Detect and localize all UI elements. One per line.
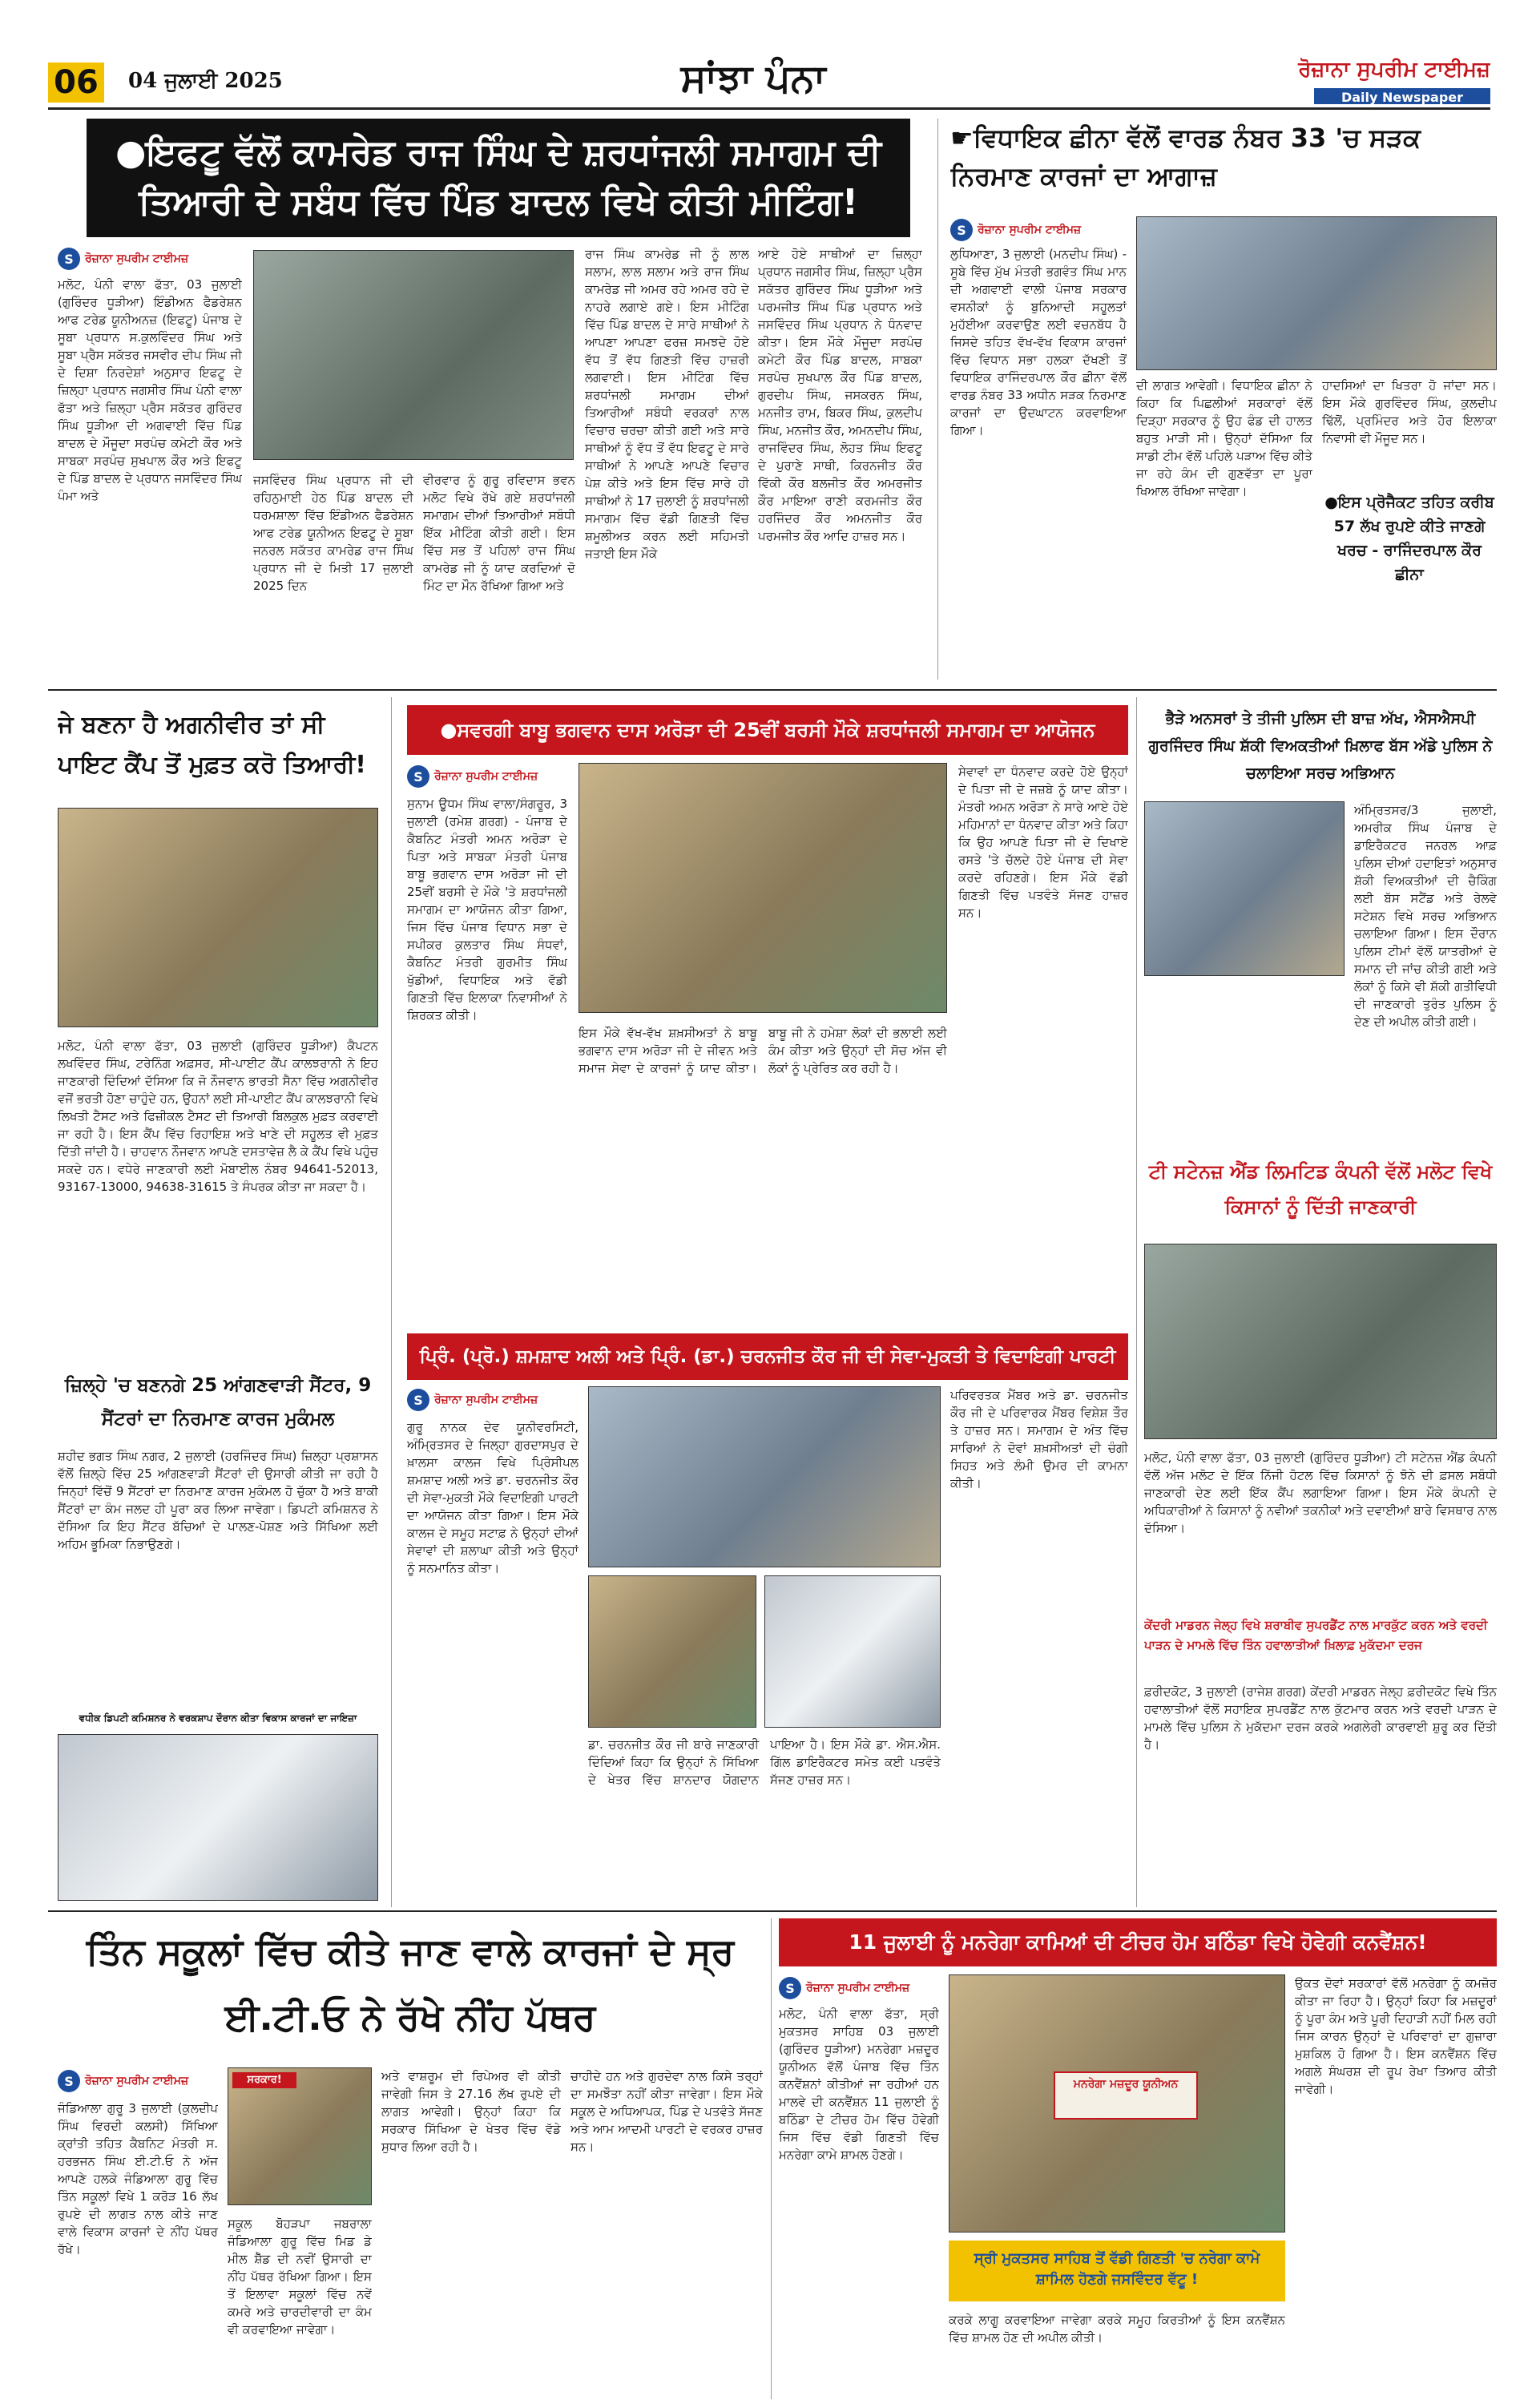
story10-col2: ਸਕੂਲ ਬੋਹੜਪਾ ਜਬਰਾਲਾ ਜੰਡਿਆਲਾ ਗੁਰੂ ਵਿੱਚ ਮਿਡ ਡੇ ਮੀਲ ਸ਼ੈੱਡ ਦੀ ਨਵੀਂ ਉਸਾਰੀ ਦਾ ਨੀਂਹ ਪੱਥਰ ਰੱਖਿਆ ਗਿਆ। ਇਸ ਤੋਂ ਇਲਾਵਾ ਸਕੂਲਾਂ ਵਿੱਚ ਨਵੇਂ ਕਮਰੇ ਅਤੇ ਚਾਰਦੀਵਾਰੀ ਦਾ ਕੰਮ ਵੀ ਕਰਵਾਇਆ ਜਾਵੇਗਾ। bbox=[228, 2216, 372, 2337]
story7-photo bbox=[1144, 1244, 1497, 1439]
story3-headline: ਜੇ ਬਣਨਾ ਹੈ ਅਗਨੀਵੀਰ ਤਾਂ ਸੀ ਪਾਇਟ ਕੈਂਪ ਤੋਂ ਮੁਫ਼ਤ ਕਰੋ ਤਿਆਰੀ! bbox=[58, 711, 366, 779]
story9-photo-group bbox=[588, 1386, 941, 1567]
story6-body: ਅੰਮ੍ਰਿਤਸਰ/3 ਜੁਲਾਈ, ਅਮਰੀਕ ਸਿੰਘ ਪੰਜਾਬ ਦੇ ਡਾਇਰੈਕਟਰ ਜਨਰਲ ਆਫ਼ ਪੁਲਿਸ ਦੀਆਂ ਹਦਾਇਤਾਂ ਅਨੁਸਾਰ ਸ਼ੱਕੀ ਵਿਅਕਤੀਆਂ ਦੀ ਚੈਕਿੰਗ ਲਈ ਬੱਸ ਸਟੈਂਡ ਅਤੇ ਰੇਲਵੇ ਸਟੇਸ਼ਨ ਵਿਖੇ ਸਰਚ ਅਭਿਆਨ ਚਲਾਇਆ ਗਿਆ। ਇਸ ਦੌਰਾਨ ਪੁਲਿਸ ਟੀਮਾਂ ਵੱਲੋਂ ਯਾਤਰੀਆਂ ਦੇ ਸਮਾਨ ਦੀ ਜਾਂਚ ਕੀਤੀ ਗਈ ਅਤੇ ਲੋਕਾਂ ਨੂੰ ਕਿਸੇ ਵੀ ਸ਼ੱਕੀ ਗਤੀਵਿਧੀ ਦੀ ਜਾਣਕਾਰੀ ਤੁਰੰਤ ਪੁਲਿਸ ਨੂੰ ਦੇਣ ਦੀ ਅਪੀਲ ਕੀਤੀ ਗਈ। bbox=[1354, 803, 1497, 1029]
story10-inset-label: ਸਰਕਾਰ! bbox=[232, 2072, 296, 2088]
story9-photo-left bbox=[588, 1575, 756, 1728]
story8-body: ਫ਼ਰੀਦਕੋਟ, 3 ਜੁਲਾਈ (ਰਾਜੇਸ਼ ਗਰਗ) ਕੇਂਦਰੀ ਮਾਡਰਨ ਜੇਲ੍ਹ ਫ਼ਰੀਦਕੋਟ ਵਿਖੇ ਤਿੰਨ ਹਵਾਲਾਤੀਆਂ ਵੱਲੋਂ ਸਹਾਇਕ ਸੁਪਰਡੈਂਟ ਨਾਲ ਕੁੱਟਮਾਰ ਕਰਨ ਅਤੇ ਵਰਦੀ ਪਾੜਨ ਦੇ ਮਾਮਲੇ ਵਿੱਚ ਪੁਲਿਸ ਨੇ ਮੁਕੱਦਮਾ ਦਰਜ ਕਰਕੇ ਅਗਲੇਰੀ ਕਾਰਵਾਈ ਸ਼ੁਰੂ ਕਰ ਦਿੱਤੀ ਹੈ। bbox=[1144, 1684, 1497, 1752]
story7-body: ਮਲੋਟ, ਪੰਨੀ ਵਾਲਾ ਫੱਤਾ, 03 ਜੁਲਾਈ (ਗੁਰਿੰਦਰ ਧੂੜੀਆ) ਟੀ ਸਟੇਨਜ਼ ਐਂਡ ਕੰਪਨੀ ਵੱਲੋਂ ਅੱਜ ਮਲੋਟ ਦੇ ਇੱਕ ਨਿੱਜੀ ਹੋਟਲ ਵਿੱਚ ਕਿਸਾਨਾਂ ਨੂੰ ਝੋਨੇ ਦੀ ਫ਼ਸਲ ਸਬੰਧੀ ਜਾਣਕਾਰੀ ਦੇਣ ਲਈ ਇੱਕ ਕੈਂਪ ਲਗਾਇਆ ਗਿਆ। ਇਸ ਮੌਕੇ ਕੰਪਨੀ ਦੇ ਅਧਿਕਾਰੀਆਂ ਨੇ ਕਿਸਾਨਾਂ ਨੂੰ ਨਵੀਆਂ ਤਕਨੀਕਾਂ ਅਤੇ ਦਵਾਈਆਂ ਬਾਰੇ ਵਿਸਥਾਰ ਨਾਲ ਦੱਸਿਆ। bbox=[1144, 1450, 1497, 1535]
story11-photo bbox=[949, 1974, 1285, 2233]
story6-headline: ਭੈੜੇ ਅਨਸਰਾਂ ਤੇ ਤੀਜੀ ਪੁਲਿਸ ਦੀ ਬਾਜ਼ ਅੱਖ, ਐਸਐਸਪੀ ਗੁਰਜਿੰਦਰ ਸਿੰਘ ਸ਼ੱਕੀ ਵਿਅਕਤੀਆਂ ਖ਼ਿਲਾਫ ਬੱਸ ਅੱਡੇ ਪੁਲਿਸ ਨੇ ਚਲਾਇਆ ਸਰਚ ਅਭਿਆਨ bbox=[1148, 710, 1493, 782]
section-title: ਸਾਂਝਾ ਪੰਨਾ bbox=[680, 56, 826, 101]
brand-logo-icon: S bbox=[950, 219, 973, 241]
story10-byline-logo bbox=[58, 2067, 218, 2095]
story9-col2: ਡਾ. ਚਰਨਜੀਤ ਕੌਰ ਜੀ ਬਾਰੇ ਜਾਣਕਾਰੀ ਦਿੰਦਿਆਂ ਕਿਹਾ ਕਿ ਉਨ੍ਹਾਂ ਨੇ ਸਿੱਖਿਆ ਦੇ ਖੇਤਰ ਵਿੱਚ ਸ਼ਾਨਦਾਰ ਯੋਗਦਾਨ ਪਾਇਆ ਹੈ। ਇਸ ਮੌਕੇ ਡਾ. ਐਸ.ਐਸ. ਗਿੱਲ ਡਾਇਰੈਕਟਰ ਸਮੇਤ ਕਈ ਪਤਵੰਤੇ ਸੱਜਣ ਹਾਜ਼ਰ ਸਨ। bbox=[588, 1737, 941, 1787]
story11-banner: ਮਨਰੇਗਾ ਮਜ਼ਦੂਰ ਯੂਨੀਅਨ bbox=[1054, 2071, 1198, 2120]
brand-logo-icon: S bbox=[58, 248, 80, 270]
story1-col2: ਵੀਰਵਾਰ ਨੂੰ ਗੁਰੂ ਰਵਿਦਾਸ ਭਵਨ ਮਲੋਟ ਵਿਖੇ ਰੱਖੇ ਗਏ ਸ਼ਰਧਾਂਜਲੀ ਸਮਾਗਮ ਦੀਆਂ ਤਿਆਰੀਆਂ ਸਬੰਧੀ ਇੱਕ ਮੀਟਿੰਗ ਕੀਤੀ ਗਈ। ਇਸ ਵਿੱਚ ਸਭ ਤੋਂ ਪਹਿਲਾਂ ਰਾਜ ਸਿੰਘ ਕਾਮਰੇਡ ਜੀ ਨੂੰ ਯਾਦ ਕਰਦਿਆਂ ਦੋ ਮਿੰਟ ਦਾ ਮੌਨ ਰੱਖਿਆ ਗਿਆ ਅਤੇ bbox=[423, 473, 575, 593]
story11-headline: 11 ਜੁਲਾਈ ਨੂੰ ਮਨਰੇਗਾ ਕਾਮਿਆਂ ਦੀ ਟੀਚਰ ਹੋਮ ਬਠਿੰਡਾ ਵਿਖੇ ਹੋਵੇਗੀ ਕਨਵੈਂਸ਼ਨ! bbox=[779, 1918, 1497, 1966]
story4-headline: ਜ਼ਿਲ੍ਹੇ 'ਚ ਬਣਨਗੇ 25 ਆਂਗਣਵਾੜੀ ਸੈਂਟਰ, 9 ਸੈਂਟਰਾਂ ਦਾ ਨਿਰਮਾਣ ਕਾਰਜ ਮੁਕੰਮਲ bbox=[64, 1375, 372, 1430]
story1-col1b: ਜਸਵਿੰਦਰ ਸਿੰਘ ਪ੍ਰਧਾਨ ਜੀ ਦੀ ਰਹਿਨੁਮਾਈ ਹੇਠ ਪਿੰਡ ਬਾਦਲ ਦੀ ਧਰਮਸ਼ਾਲਾ ਵਿੱਚ ਇੰਡੀਅਨ ਫੈਡਰੇਸ਼ਨ ਆਫ ਟਰੇਡ ਯੂਨੀਅਨ ਇਫਟੂ ਦੇ ਸੂਬਾ ਜਨਰਲ ਸਕੱਤਰ ਕਾਮਰੇਡ ਰਾਜ ਸਿੰਘ ਪ੍ਰਧਾਨ ਜੀ ਦੇ ਮਿਤੀ 17 ਜੁਲਾਈ 2025 ਦਿਨ bbox=[253, 473, 413, 593]
story1-headline: ●ਇਫਟੂ ਵੱਲੋਂ ਕਾਮਰੇਡ ਰਾਜ ਸਿੰਘ ਦੇ ਸ਼ਰਧਾਂਜਲੀ ਸਮਾਗਮ ਦੀ ਤਿਆਰੀ ਦੇ ਸਬੰਧ ਵਿੱਚ ਪਿੰਡ ਬਾਦਲ ਵਿਖੇ ਕੀਤੀ ਮੀਟਿੰਗ! bbox=[87, 119, 910, 237]
story5-headline: ●ਸਵਰਗੀ ਬਾਬੂ ਭਗਵਾਨ ਦਾਸ ਅਰੋੜਾ ਦੀ 25ਵੀਂ ਬਰਸੀ ਮੌਕੇ ਸ਼ਰਧਾਂਜਲੀ ਸਮਾਗਮ ਦਾ ਆਯੋਜਨ bbox=[407, 705, 1128, 755]
story1-col4: ਆਏ ਹੋਏ ਸਾਥੀਆਂ ਦਾ ਜ਼ਿਲ੍ਹਾ ਪ੍ਰਧਾਨ ਜਗਸੀਰ ਸਿੰਘ, ਜ਼ਿਲ੍ਹਾ ਪ੍ਰੈਸ ਸਕੱਤਰ ਗੁਰਿੰਦਰ ਸਿੰਘ ਧੂੜੀਆ ਅਤੇ ਪਰਮਜੀਤ ਸਿੰਘ ਪਿੰਡ ਪ੍ਰਧਾਨ ਅਤੇ ਜਸਵਿੰਦਰ ਸਿੰਘ ਪ੍ਰਧਾਨ ਨੇ ਧੰਨਵਾਦ ਕੀਤਾ। ਇਸ ਮੌਕੇ ਮੌਜੂਦਾ ਸਰਪੰਚ ਕਮੇਟੀ ਕੌਰ ਪਿੰਡ ਬਾਦਲ, ਸਾਬਕਾ ਸਰਪੰਚ ਸੁਖਪਾਲ ਕੌਰ ਪਿੰਡ ਬਾਦਲ, ਗੁਰਦੀਪ ਸਿੰਘ, ਜਸਕਰਨ ਸਿੰਘ, ਮਨਜੀਤ ਰਾਮ, ਬਿਕਰ ਸਿੰਘ, ਕੁਲਦੀਪ ਸਿੰਘ, ਮਨਜੀਤ ਕੌਰ, ਅਮਨਦੀਪ ਸਿੰਘ, ਰਾਜਵਿੰਦਰ ਸਿੰਘ, ਲੋਹਤ ਸਿੰਘ ਇਫਟੂ ਦੇ ਪੁਰਾਣੇ ਸਾਥੀ, ਕਿਰਨਜੀਤ ਕੌਰ ਵਿੱਕੀ ਕੌਰ ਬਲਜੀਤ ਕੌਰ ਅਮਰਜੀਤ ਕੌਰ ਮਾਇਆ ਰਾਣੀ ਕਰਮਜੀਤ ਕੌਰ ਹਰਜਿੰਦਰ ਕੌਰ ਅਮਨਜੀਤ ਕੌਰ ਪਰਮਜੀਤ ਕੌਰ ਆਦਿ ਹਾਜ਼ਰ ਸਨ। bbox=[758, 247, 922, 543]
story8-headline: ਕੇਂਦਰੀ ਮਾਡਰਨ ਜੇਲ੍ਹ ਵਿਖੇ ਸ਼ਰਾਬੀਵ ਸੁਪਰਡੈਂਟ ਨਾਲ ਮਾਰਕੁੱਟ ਕਰਨ ਅਤੇ ਵਰਦੀ ਪਾੜਨ ਦੇ ਮਾਮਲੇ ਵਿੱਚ ਤਿੰਨ ਹਵਾਲਾਤੀਆਂ ਖ਼ਿਲਾਫ਼ ਮੁਕੱਦਮਾ ਦਰਜ bbox=[1144, 1618, 1488, 1652]
story9-byline-logo bbox=[407, 1386, 567, 1414]
story1-byline-logo bbox=[58, 245, 242, 272]
byline-logo-text: ਰੋਜ਼ਾਨਾ ਸੁਪਰੀਮ ਟਾਈਮਜ਼ bbox=[978, 224, 1082, 236]
page-number: 06 bbox=[48, 63, 104, 103]
story10-col4: ਚਾਹੀਦੇ ਹਨ ਅਤੇ ਗੁਰਦੇਵਾ ਨਾਲ ਕਿਸੇ ਤਰ੍ਹਾਂ ਦਾ ਸਮਝੌਤਾ ਨਹੀਂ ਕੀਤਾ ਜਾਵੇਗਾ। ਇਸ ਮੌਕੇ ਸਕੂਲ ਦੇ ਅਧਿਆਪਕ, ਪਿੰਡ ਦੇ ਪਤਵੰਤੇ ਸੱਜਣ ਅਤੇ ਆਮ ਆਦਮੀ ਪਾਰਟੀ ਦੇ ਵਰਕਰ ਹਾਜ਼ਰ ਸਨ। bbox=[570, 2069, 763, 2154]
story2-highlight-box: ●ਇਸ ਪ੍ਰੋਜੈਕਟ ਤਹਿਤ ਕਰੀਬ 57 ਲੱਖ ਰੁਪਏ ਕੀਤੇ ਜਾਣਗੇ ਖਰਚ - ਰਾਜਿੰਦਰਪਾਲ ਕੌਰ ਛੀਨਾ bbox=[1324, 494, 1494, 583]
story5-photo bbox=[579, 763, 947, 1013]
story10-headline: ਤਿੰਨ ਸਕੂਲਾਂ ਵਿੱਚ ਕੀਤੇ ਜਾਣ ਵਾਲੇ ਕਾਰਜਾਂ ਦੇ ਸ੍ਰ ਈ.ਟੀ.ਓ ਨੇ ਰੱਖੇ ਨੀਂਹ ਪੱਥਰ bbox=[86, 1930, 735, 2039]
masthead-rule bbox=[48, 107, 1490, 110]
story2-col1: ਲੁਧਿਆਣਾ, 3 ਜੁਲਾਈ (ਮਨਦੀਪ ਸਿੰਘ) - ਸੂਬੇ ਵਿੱਚ ਮੁੱਖ ਮੰਤਰੀ ਭਗਵੰਤ ਸਿੰਘ ਮਾਨ ਦੀ ਅਗਵਾਈ ਵਾਲੀ ਪੰਜਾਬ ਸਰਕਾਰ ਵਸਨੀਕਾਂ ਨੂੰ ਬੁਨਿਆਦੀ ਸਹੂਲਤਾਂ ਮੁਹੱਈਆ ਕਰਵਾਉਣ ਲਈ ਵਚਨਬੱਧ ਹੈ ਜਿਸਦੇ ਤਹਿਤ ਵੱਖ-ਵੱਖ ਵਿਕਾਸ ਕਾਰਜਾਂ ਵਿੱਚ ਵਿਧਾਨ ਸਭਾ ਹਲਕਾ ਦੱਖਣੀ ਤੋਂ ਵਿਧਾਇਕ ਰਾਜਿੰਦਰਪਾਲ ਕੌਰ ਛੀਨਾ ਵੱਲੋਂ ਵਾਰਡ ਨੰਬਰ 33 ਅਧੀਨ ਸੜਕ ਨਿਰਮਾਣ ਕਾਰਜਾਂ ਦਾ ਉਦਘਾਟਨ ਕਰਵਾਇਆ ਗਿਆ। bbox=[950, 247, 1127, 438]
story9-col3: ਪਰਿਵਰਤਕ ਮੈਂਬਰ ਅਤੇ ਡਾ. ਚਰਨਜੀਤ ਕੌਰ ਜੀ ਦੇ ਪਰਿਵਾਰਕ ਮੈਂਬਰ ਵਿਸ਼ੇਸ਼ ਤੌਰ ਤੇ ਹਾਜ਼ਰ ਸਨ। ਸਮਾਗਮ ਦੇ ਅੰਤ ਵਿੱਚ ਸਾਰਿਆਂ ਨੇ ਦੋਵਾਂ ਸ਼ਖ਼ਸੀਅਤਾਂ ਦੀ ਚੰਗੀ ਸਿਹਤ ਅਤੇ ਲੰਮੀ ਉਮਰ ਦੀ ਕਾਮਨਾ ਕੀਤੀ। bbox=[950, 1388, 1128, 1490]
story5-col2: ਇਸ ਮੌਕੇ ਵੱਖ-ਵੱਖ ਸ਼ਖ਼ਸੀਅਤਾਂ ਨੇ ਬਾਬੂ ਭਗਵਾਨ ਦਾਸ ਅਰੋੜਾ ਜੀ ਦੇ ਜੀਵਨ ਅਤੇ ਸਮਾਜ ਸੇਵਾ ਦੇ ਕਾਰਜਾਂ ਨੂੰ ਯਾਦ ਕੀਤਾ। ਬਾਬੂ ਜੀ ਨੇ ਹਮੇਸ਼ਾ ਲੋਕਾਂ ਦੀ ਭਲਾਈ ਲਈ ਕੰਮ ਕੀਤਾ ਅਤੇ ਉਨ੍ਹਾਂ ਦੀ ਸੋਚ ਅੱਜ ਵੀ ਲੋਕਾਂ ਨੂੰ ਪ੍ਰੇਰਿਤ ਕਰ ਰਹੀ ਹੈ। bbox=[579, 1026, 947, 1075]
story4-photo-caption: ਵਧੀਕ ਡਿਪਟੀ ਕਮਿਸ਼ਨਰ ਨੇ ਵਰਕਸ਼ਾਪ ਦੌਰਾਨ ਕੀਤਾ ਵਿਕਾਸ ਕਾਰਜਾਂ ਦਾ ਜਾਇਜ਼ਾ bbox=[79, 1712, 357, 1724]
story11-col-end: ਕਰਕੇ ਲਾਗੂ ਕਰਵਾਇਆ ਜਾਵੇਗਾ ਕਰਕੇ ਸਮੂਹ ਕਿਰਤੀਆਂ ਨੂੰ ਇਸ ਕਨਵੈਂਸ਼ਨ ਵਿੱਚ ਸ਼ਾਮਲ ਹੋਣ ਦੀ ਅਪੀਲ ਕੀਤੀ। bbox=[949, 2313, 1285, 2345]
story2-col2: ਦੀ ਲਾਗਤ ਆਵੇਗੀ। ਵਿਧਾਇਕ ਛੀਨਾ ਨੇ ਕਿਹਾ ਕਿ ਪਿਛਲੀਆਂ ਸਰਕਾਰਾਂ ਵੱਲੋਂ ਦਿੜ੍ਹਾ ਸਰਕਾਰ ਨੂੰ ਉਹ ਫੰਡ ਦੀ ਹਾਲਤ ਬਹੁਤ ਮਾੜੀ ਸੀ। ਉਨ੍ਹਾਂ ਦੱਸਿਆ ਕਿ ਸਾਡੀ ਟੀਮ ਵੱਲੋਂ ਪਹਿਲੇ ਪੜਾਅ ਵਿੱਚ ਕੀਤੇ ਜਾ ਰਹੇ ਕੰਮ ਦੀ ਗੁਣਵੱਤਾ ਦਾ ਪੂਰਾ ਖਿਆਲ ਰੱਖਿਆ ਜਾਵੇਗਾ। bbox=[1136, 378, 1312, 498]
section-rule bbox=[48, 689, 1497, 691]
story5-byline-logo bbox=[407, 763, 567, 790]
section-rule bbox=[48, 1910, 1497, 1912]
story7-headline: ਟੀ ਸਟੇਨਜ਼ ਐਂਡ ਲਿਮਟਿਡ ਕੰਪਨੀ ਵੱਲੋਂ ਮਲੋਟ ਵਿਖੇ ਕਿਸਾਨਾਂ ਨੂੰ ਦਿੱਤੀ ਜਾਣਕਾਰੀ bbox=[1148, 1160, 1493, 1218]
issue-date: 04 ਜੁਲਾਈ 2025 bbox=[128, 69, 283, 93]
paper-name: ਰੋਜ਼ਾਨਾ ਸੁਪਰੀਮ ਟਾਈਮਜ਼ bbox=[1298, 58, 1490, 82]
story9-col1: ਗੁਰੂ ਨਾਨਕ ਦੇਵ ਯੂਨੀਵਰਸਿਟੀ, ਅੰਮ੍ਰਿਤਸਰ ਦੇ ਜਿਲ੍ਹਾ ਗੁਰਦਾਸਪੁਰ ਦੇ ਖ਼ਾਲਸਾ ਕਾਲਜ ਵਿਖੇ ਪ੍ਰਿੰਸੀਪਲ ਸ਼ਮਸ਼ਾਦ ਅਲੀ ਅਤੇ ਡਾ. ਚਰਨਜੀਤ ਕੌਰ ਦੀ ਸੇਵਾ-ਮੁਕਤੀ ਮੌਕੇ ਵਿਦਾਇਗੀ ਪਾਰਟੀ ਦਾ ਆਯੋਜਨ ਕੀਤਾ ਗਿਆ। ਇਸ ਮੌਕੇ ਕਾਲਜ ਦੇ ਸਮੂਹ ਸਟਾਫ਼ ਨੇ ਉਨ੍ਹਾਂ ਦੀਆਂ ਸੇਵਾਵਾਂ ਦੀ ਸ਼ਲਾਘਾ ਕੀਤੀ ਅਤੇ ਉਨ੍ਹਾਂ ਨੂੰ ਸਨਮਾਨਿਤ ਕੀਤਾ। bbox=[407, 1420, 579, 1575]
story2-col3: ਹਾਦਸਿਆਂ ਦਾ ਖਿਤਰਾ ਹੋ ਜਾਂਦਾ ਸਨ। ਇਸ ਮੌਕੇ ਗੁਰਵਿੰਦਰ ਸਿੰਘ, ਕੁਲਦੀਪ ਢਿੱਲੋਂ, ਪ੍ਰਮਿੰਦਰ ਅਤੇ ਹੋਰ ਇਲਾਕਾ ਨਿਵਾਸੀ ਵੀ ਮੌਜੂਦ ਸਨ। bbox=[1322, 378, 1497, 446]
brand-logo-icon: S bbox=[779, 1977, 801, 1999]
byline-logo-text: ਰੋਜ਼ਾਨਾ ਸੁਪਰੀਮ ਟਾਈਮਜ਼ bbox=[85, 252, 189, 265]
paper-subtitle: Daily Newspaper bbox=[1314, 88, 1490, 104]
column-divider bbox=[937, 119, 938, 680]
story4-body: ਸ਼ਹੀਦ ਭਗਤ ਸਿੰਘ ਨਗਰ, 2 ਜੁਲਾਈ (ਹਰਜਿੰਦਰ ਸਿੰਘ) ਜ਼ਿਲ੍ਹਾ ਪ੍ਰਸ਼ਾਸਨ ਵੱਲੋਂ ਜ਼ਿਲ੍ਹੇ ਵਿੱਚ 25 ਆਂਗਣਵਾੜੀ ਸੈਂਟਰਾਂ ਦੀ ਉਸਾਰੀ ਕੀਤੀ ਜਾ ਰਹੀ ਹੈ ਜਿਨ੍ਹਾਂ ਵਿੱਚੋਂ 9 ਸੈਂਟਰਾਂ ਦਾ ਨਿਰਮਾਣ ਕਾਰਜ ਮੁਕੰਮਲ ਹੋ ਚੁੱਕਾ ਹੈ ਅਤੇ ਬਾਕੀ ਸੈਂਟਰਾਂ ਦਾ ਕੰਮ ਜਲਦ ਹੀ ਪੂਰਾ ਕਰ ਲਿਆ ਜਾਵੇਗਾ। ਡਿਪਟੀ ਕਮਿਸ਼ਨਰ ਨੇ ਦੱਸਿਆ ਕਿ ਇਹ ਸੈਂਟਰ ਬੱਚਿਆਂ ਦੇ ਪਾਲਣ-ਪੋਸ਼ਣ ਅਤੇ ਸਿੱਖਿਆ ਲਈ ਅਹਿਮ ਭੂਮਿਕਾ ਨਿਭਾਉਣਗੇ। bbox=[58, 1449, 378, 1551]
story11-photo-caption: ਸ੍ਰੀ ਮੁਕਤਸਰ ਸਾਹਿਬ ਤੋਂ ਵੱਡੀ ਗਿਣਤੀ 'ਚ ਨਰੇਗਾ ਕਾਮੇ ਸ਼ਾਮਿਲ ਹੋਣਗੇ ਜਸਵਿੰਦਰ ਵੱਟੂ ! bbox=[949, 2241, 1285, 2301]
byline-logo-text: ਰੋਜ਼ਾਨਾ ਸੁਪਰੀਮ ਟਾਈਮਜ਼ bbox=[434, 770, 538, 783]
story1-col3: ਰਾਜ ਸਿੰਘ ਕਾਮਰੇਡ ਜੀ ਨੂੰ ਲਾਲ ਸਲਾਮ, ਲਾਲ ਸਲਾਮ ਅਤੇ ਰਾਜ ਸਿੰਘ ਕਾਮਰੇਡ ਜੀ ਅਮਰ ਰਹੇ ਅਮਰ ਰਹੇ ਦੇ ਨਾਹਰੇ ਲਗਾਏ ਗਏ। ਇਸ ਮੀਟਿੰਗ ਵਿੱਚ ਪਿੰਡ ਬਾਦਲ ਦੇ ਸਾਰੇ ਸਾਥੀਆਂ ਨੇ ਆਪਣਾ ਆਪਣਾ ਫਰਜ਼ ਸਮਝਦੇ ਹੋਏ ਵੱਧ ਤੋਂ ਵੱਧ ਗਿਣਤੀ ਵਿੱਚ ਹਾਜ਼ਰੀ ਲਗਵਾਈ। ਇਸ ਮੀਟਿੰਗ ਵਿੱਚ ਸ਼ਰਧਾਂਜਲੀ ਸਮਾਗਮ ਦੀਆਂ ਤਿਆਰੀਆਂ ਸਬੰਧੀ ਵਰਕਰਾਂ ਨਾਲ ਵਿਚਾਰ ਚਰਚਾ ਕੀਤੀ ਗਈ ਅਤੇ ਸਾਰੇ ਸਾਥੀਆਂ ਨੂੰ ਵੱਧ ਤੋਂ ਵੱਧ ਇਫਟੂ ਦੇ ਸਾਰੇ ਸਾਥੀਆਂ ਨੇ ਆਪਣੇ ਆਪਣੇ ਵਿਚਾਰ ਪੇਸ਼ ਕੀਤੇ ਅਤੇ ਇਸ ਵਿੱਚ ਸਾਰੇ ਹੀ ਸਾਥੀਆਂ ਨੇ 17 ਜੁਲਾਈ ਨੂੰ ਸ਼ਰਧਾਂਜਲੀ ਸਮਾਗਮ ਵਿੱਚ ਵੱਡੀ ਗਿਣਤੀ ਵਿੱਚ ਸ਼ਮੂਲੀਅਤ ਕਰਨ ਲਈ ਸਹਿਮਤੀ ਜਤਾਈ ਇਸ ਮੌਕੇ bbox=[585, 247, 749, 561]
brand-logo-icon: S bbox=[407, 1389, 429, 1411]
story2-byline-logo bbox=[950, 216, 1111, 244]
story11-col1: ਮਲੋਟ, ਪੰਨੀ ਵਾਲਾ ਫੱਤਾ, ਸ੍ਰੀ ਮੁਕਤਸਰ ਸਾਹਿਬ 03 ਜੁਲਾਈ (ਗੁਰਿੰਦਰ ਧੂੜੀਆ) ਮਨਰੇਗਾ ਮਜ਼ਦੂਰ ਯੂਨੀਅਨ ਵੱਲੋਂ ਪੰਜਾਬ ਵਿੱਚ ਤਿੰਨ ਕਨਵੈਂਸ਼ਨਾਂ ਕੀਤੀਆਂ ਜਾ ਰਹੀਆਂ ਹਨ ਮਾਲਵੇ ਦੀ ਕਨਵੈਂਸ਼ਨ 11 ਜੁਲਾਈ ਨੂੰ ਬਠਿੰਡਾ ਦੇ ਟੀਚਰ ਹੋਮ ਵਿੱਚ ਹੋਵੇਗੀ ਜਿਸ ਵਿੱਚ ਵੱਡੀ ਗਿਣਤੀ ਵਿੱਚ ਮਨਰੇਗਾ ਕਾਮੇ ਸ਼ਾਮਲ ਹੋਣਗੇ। bbox=[779, 2007, 939, 2162]
column-divider bbox=[1136, 697, 1137, 1907]
column-divider bbox=[391, 697, 392, 1907]
story11-byline-logo bbox=[779, 1974, 939, 2002]
byline-logo-text: ਰੋਜ਼ਾਨਾ ਸੁਪਰੀਮ ਟਾਈਮਜ਼ bbox=[85, 2075, 189, 2087]
story1-col1: ਮਲੋਟ, ਪੰਨੀ ਵਾਲਾ ਫੱਤਾ, 03 ਜੁਲਾਈ (ਗੁਰਿੰਦਰ ਧੂੜੀਆ) ਇੰਡੀਅਨ ਫੈਡਰੇਸ਼ਨ ਆਫ ਟਰੇਡ ਯੂਨੀਅਨਜ਼ (ਇਫਟੂ) ਪੰਜਾਬ ਦੇ ਸੂਬਾ ਪ੍ਰਧਾਨ ਸ.ਕੁਲਵਿੰਦਰ ਸਿੰਘ ਅਤੇ ਸੂਬਾ ਪ੍ਰੈਸ ਸਕੱਤਰ ਜਸਵੀਰ ਦੀਪ ਸਿੰਘ ਜੀ ਦੇ ਦਿਸ਼ਾ ਨਿਰਦੇਸ਼ਾਂ ਅਨੁਸਾਰ ਇਫਟੂ ਦੇ ਜ਼ਿਲ੍ਹਾ ਪ੍ਰਧਾਨ ਜਗਸੀਰ ਸਿੰਘ ਪੰਨੀ ਵਾਲਾ ਫੱਤਾ ਅਤੇ ਜ਼ਿਲ੍ਹਾ ਪ੍ਰੈਸ ਸਕੱਤਰ ਗੁਰਿੰਦਰ ਸਿੰਘ ਧੂੜੀਆ ਦੀ ਅਗਵਾਈ ਵਿੱਚ ਪਿੰਡ ਬਾਦਲ ਦੇ ਮੌਜੂਦਾ ਸਰਪੰਚ ਕਮੇਟੀ ਕੌਰ ਅਤੇ ਸਾਬਕਾ ਸਰਪੰਚ ਸੁਖਪਾਲ ਕੌਰ ਅਤੇ ਇਫਟੂ ਦੇ ਪਿੰਡ ਬਾਦਲ ਦੇ ਪ੍ਰਧਾਨ ਜਸਵਿੰਦਰ ਸਿੰਘ ਪੰਮਾ ਅਤੇ bbox=[58, 277, 242, 503]
story3-body: ਮਲੋਟ, ਪੰਨੀ ਵਾਲਾ ਫੱਤਾ, 03 ਜੁਲਾਈ (ਗੁਰਿੰਦਰ ਧੂੜੀਆ) ਕੈਪਟਨ ਲਖਵਿੰਦਰ ਸਿੰਘ, ਟਰੇਨਿੰਗ ਅਫ਼ਸਰ, ਸੀ-ਪਾਈਟ ਕੈਂਪ ਕਾਲਝਰਾਨੀ ਨੇ ਇਹ ਜਾਣਕਾਰੀ ਦਿੰਦਿਆਂ ਦੱਸਿਆ ਕਿ ਜੋ ਨੌਜਵਾਨ ਭਾਰਤੀ ਸੈਨਾ ਵਿੱਚ ਅਗਨੀਵੀਰ ਵਜੋਂ ਭਰਤੀ ਹੋਣਾ ਚਾਹੁੰਦੇ ਹਨ, ਉਹਨਾਂ ਲਈ ਸੀ-ਪਾਈਟ ਕੈਂਪ ਕਾਲਝਰਾਨੀ ਵਿਖੇ ਲਿਖਤੀ ਟੈਸਟ ਅਤੇ ਫਿਜ਼ੀਕਲ ਟੈਸਟ ਦੀ ਤਿਆਰੀ ਬਿਲਕੁਲ ਮੁਫ਼ਤ ਕਰਵਾਈ ਜਾ ਰਹੀ ਹੈ। ਇਸ ਕੈਂਪ ਵਿੱਚ ਰਿਹਾਇਸ਼ ਅਤੇ ਖਾਣੇ ਦੀ ਸਹੂਲਤ ਵੀ ਮੁਫ਼ਤ ਦਿੱਤੀ ਜਾਂਦੀ ਹੈ। ਚਾਹਵਾਨ ਨੌਜਵਾਨ ਆਪਣੇ ਦਸਤਾਵੇਜ਼ ਲੈ ਕੇ ਕੈਂਪ ਵਿਖੇ ਪਹੁੰਚ ਸਕਦੇ ਹਨ। ਵਧੇਰੇ ਜਾਣਕਾਰੀ ਲਈ ਮੋਬਾਈਲ ਨੰਬਰ 94641-52013, 93167-13000, 94638-31615 ਤੇ ਸੰਪਰਕ ਕੀਤਾ ਜਾ ਸਕਦਾ ਹੈ। bbox=[58, 1039, 378, 1194]
byline-logo-text: ਰੋਜ਼ਾਨਾ ਸੁਪਰੀਮ ਟਾਈਮਜ਼ bbox=[806, 1982, 910, 1995]
story11-col2: ਉਕਤ ਦੋਵਾਂ ਸਰਕਾਰਾਂ ਵੱਲੋਂ ਮਨਰੇਗਾ ਨੂੰ ਕਮਜ਼ੋਰ ਕੀਤਾ ਜਾ ਰਿਹਾ ਹੈ। ਉਨ੍ਹਾਂ ਕਿਹਾ ਕਿ ਮਜ਼ਦੂਰਾਂ ਨੂੰ ਪੂਰਾ ਕੰਮ ਅਤੇ ਪੂਰੀ ਦਿਹਾੜੀ ਨਹੀਂ ਮਿਲ ਰਹੀ ਜਿਸ ਕਾਰਨ ਉਨ੍ਹਾਂ ਦੇ ਪਰਿਵਾਰਾਂ ਦਾ ਗੁਜ਼ਾਰਾ ਮੁਸ਼ਕਿਲ ਹੋ ਗਿਆ ਹੈ। ਇਸ ਕਨਵੈਂਸ਼ਨ ਵਿੱਚ ਅਗਲੇ ਸੰਘਰਸ਼ ਦੀ ਰੂਪ ਰੇਖਾ ਤਿਆਰ ਕੀਤੀ ਜਾਵੇਗੀ। bbox=[1295, 1976, 1497, 2096]
story2-photo bbox=[1136, 216, 1497, 370]
byline-logo-text: ਰੋਜ਼ਾਨਾ ਸੁਪਰੀਮ ਟਾਈਮਜ਼ bbox=[434, 1394, 538, 1406]
story10-col3: ਅਤੇ ਵਾਸ਼ਰੂਮ ਦੀ ਰਿਪੇਅਰ ਵੀ ਕੀਤੀ ਜਾਵੇਗੀ ਜਿਸ ਤੇ 27.16 ਲੱਖ ਰੁਪਏ ਦੀ ਲਾਗਤ ਆਵੇਗੀ। ਉਨ੍ਹਾਂ ਕਿਹਾ ਕਿ ਸਰਕਾਰ ਸਿੱਖਿਆ ਦੇ ਖੇਤਰ ਵਿੱਚ ਵੱਡੇ ਸੁਧਾਰ ਲਿਆ ਰਹੀ ਹੈ। bbox=[381, 2069, 561, 2154]
story9-headline: ਪ੍ਰਿੰ. (ਪ੍ਰੋ.) ਸ਼ਮਸ਼ਾਦ ਅਲੀ ਅਤੇ ਪ੍ਰਿੰ. (ਡਾ.) ਚਰਨਜੀਤ ਕੌਰ ਜੀ ਦੀ ਸੇਵਾ-ਮੁਕਤੀ ਤੇ ਵਿਦਾਇਗੀ ਪਾਰਟੀ bbox=[407, 1333, 1128, 1380]
masthead bbox=[0, 0, 1528, 104]
story3-photo bbox=[58, 808, 378, 1027]
story5-col3: ਸੇਵਾਵਾਂ ਦਾ ਧੰਨਵਾਦ ਕਰਦੇ ਹੋਏ ਉਨ੍ਹਾਂ ਦੇ ਪਿਤਾ ਜੀ ਦੇ ਜਜ਼ਬੇ ਨੂੰ ਯਾਦ ਕੀਤਾ। ਮੰਤਰੀ ਅਮਨ ਅਰੋੜਾ ਨੇ ਸਾਰੇ ਆਏ ਹੋਏ ਮਹਿਮਾਨਾਂ ਦਾ ਧੰਨਵਾਦ ਕੀਤਾ ਅਤੇ ਕਿਹਾ ਕਿ ਉਹ ਆਪਣੇ ਪਿਤਾ ਜੀ ਦੇ ਦਿਖਾਏ ਰਸਤੇ 'ਤੇ ਚੱਲਦੇ ਹੋਏ ਪੰਜਾਬ ਦੀ ਸੇਵਾ ਕਰਦੇ ਰਹਿਣਗੇ। ਇਸ ਮੌਕੇ ਵੱਡੀ ਗਿਣਤੀ ਵਿੱਚ ਪਤਵੰਤੇ ਸੱਜਣ ਹਾਜ਼ਰ ਸਨ। bbox=[958, 764, 1128, 920]
story5-col1: ਸੁਨਾਮ ਊਧਮ ਸਿੰਘ ਵਾਲਾ/ਸੰਗਰੂਰ, 3 ਜੁਲਾਈ (ਰਮੇਸ਼ ਗਰਗ) - ਪੰਜਾਬ ਦੇ ਕੈਬਨਿਟ ਮੰਤਰੀ ਅਮਨ ਅਰੋੜਾ ਦੇ ਪਿਤਾ ਅਤੇ ਸਾਬਕਾ ਮੰਤਰੀ ਪੰਜਾਬ ਬਾਬੂ ਭਗਵਾਨ ਦਾਸ ਅਰੋੜਾ ਜੀ ਦੀ 25ਵੀਂ ਬਰਸੀ ਦੇ ਮੌਕੇ 'ਤੇ ਸ਼ਰਧਾਂਜਲੀ ਸਮਾਗਮ ਦਾ ਆਯੋਜਨ ਕੀਤਾ ਗਿਆ, ਜਿਸ ਵਿੱਚ ਪੰਜਾਬ ਵਿਧਾਨ ਸਭਾ ਦੇ ਸਪੀਕਰ ਕੁਲਤਾਰ ਸਿੰਘ ਸੰਧਵਾਂ, ਕੈਬਨਿਟ ਮੰਤਰੀ ਗੁਰਮੀਤ ਸਿੰਘ ਖੁੱਡੀਆਂ, ਵਿਧਾਇਕ ਅਤੇ ਵੱਡੀ ਗਿਣਤੀ ਵਿੱਚ ਇਲਾਕਾ ਨਿਵਾਸੀਆਂ ਨੇ ਸ਼ਿਰਕਤ ਕੀਤੀ। bbox=[407, 797, 567, 1022]
brand-logo-icon: S bbox=[407, 765, 429, 788]
story1-photo bbox=[253, 250, 574, 460]
story2-headline: ☛ਵਿਧਾਇਕ ਛੀਨਾ ਵੱਲੋਂ ਵਾਰਡ ਨੰਬਰ 33 'ਚ ਸੜਕ ਨਿਰਮਾਣ ਕਾਰਜਾਂ ਦਾ ਆਗਾਜ਼ bbox=[950, 123, 1421, 192]
story6-photo bbox=[1144, 801, 1345, 976]
brand-logo-icon: S bbox=[58, 2070, 80, 2092]
story10-col1: ਜੰਡਿਆਲਾ ਗੁਰੂ 3 ਜੁਲਾਈ (ਕੁਲਦੀਪ ਸਿੰਘ ਵਿਰਦੀ ਕਲਸੀ) ਸਿੱਖਿਆ ਕ੍ਰਾਂਤੀ ਤਹਿਤ ਕੈਬਨਿਟ ਮੰਤਰੀ ਸ. ਹਰਭਜਨ ਸਿੰਘ ਈ.ਟੀ.ਓ ਨੇ ਅੱਜ ਆਪਣੇ ਹਲਕੇ ਜੰਡਿਆਲਾ ਗੁਰੂ ਵਿੱਚ ਤਿੰਨ ਸਕੂਲਾਂ ਵਿਖੇ 1 ਕਰੋੜ 16 ਲੱਖ ਰੁਪਏ ਦੀ ਲਾਗਤ ਨਾਲ ਕੀਤੇ ਜਾਣ ਵਾਲੇ ਵਿਕਾਸ ਕਾਰਜਾਂ ਦੇ ਨੀਂਹ ਪੱਥਰ ਰੱਖੇ। bbox=[58, 2101, 218, 2257]
column-divider bbox=[771, 1918, 772, 2399]
story4-photo bbox=[58, 1734, 378, 1901]
story9-photo-right bbox=[764, 1575, 941, 1728]
